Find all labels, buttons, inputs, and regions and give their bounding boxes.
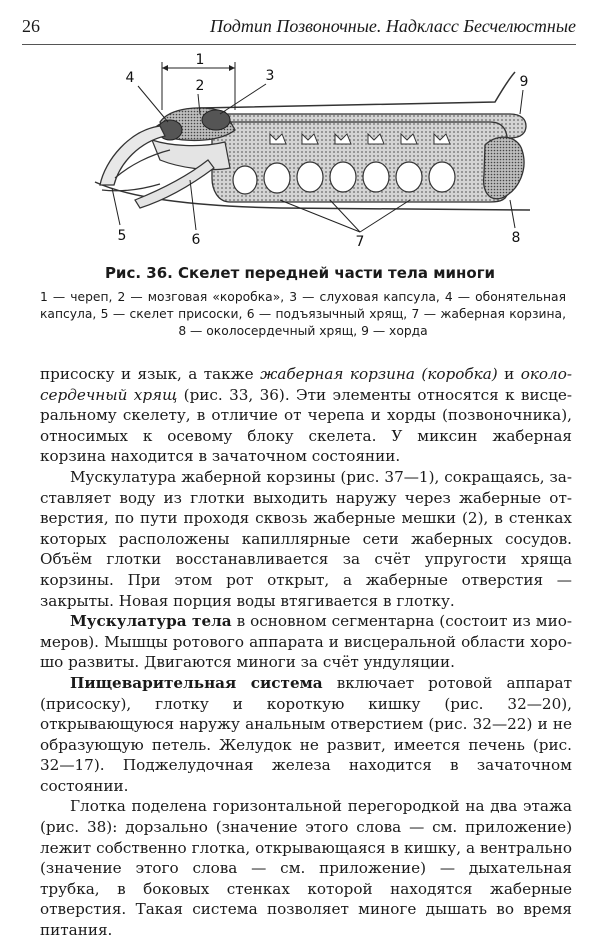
gill-opening: [297, 162, 323, 192]
branchial-basket: [212, 122, 508, 202]
gill-opening: [264, 163, 290, 193]
term-body-musculature: Мускулатура тела: [70, 612, 232, 631]
pericardial-cartilage: [484, 137, 524, 199]
paragraph-4: Пищеварительная система включает ротовой аппарат (присоску), глотку и короткую кишку (рис. 32—20), открывающуюся наружу анальным отверстием (рис. 32—22) и не образующую петель. Желудок не развит, имеется печень (рис. 32—17). Поджелудочная железа находится в зачаточном состоянии.: [40, 673, 572, 795]
paragraph-3: Мускулатура тела в основном сегментарна (состоит из миомеров). Мышцы ротового аппарата и висцеральной области хорошо развиты. Двигаются миноги за счёт ундуляции.: [40, 612, 572, 672]
lamprey-skeleton-figure: [40, 50, 560, 260]
paragraph-1: присоску и язык, а также жаберная корзина (коробка) и околосердечный хрящ (рис. 33, 36). Эти элементы относятся к висцеральному скелету, в отличие от черепа и хорды (позвоночника), относимых к осевому блоку скелета. У миксин жаберная корзина находится в зачаточном состоянии.: [40, 365, 573, 466]
figure-caption-text: 1 — череп, 2 — мозговая «коробка», 3 — слуховая капсула, 4 — обонятельная капсула, 5 — скелет присоски, 6 — подъязычный хрящ, 7 — жаберная корзина, 8 — околосердечный хрящ, 9 — хорда: [40, 290, 566, 338]
figure-caption-title: Рис. 36. Скелет передней части тела миноги: [104, 264, 496, 282]
lamprey-skeleton-illustration: [40, 50, 560, 260]
page-header: [22, 16, 576, 40]
oral-disc-skeleton: [100, 126, 165, 185]
figure-label-9: 9: [519, 74, 529, 90]
figure-label-7: 7: [355, 234, 365, 250]
figure-label-2: 2: [195, 78, 205, 94]
running-title: Подтип Позвоночные. Надкласс Бесчелюстные: [210, 16, 576, 36]
term-digestive-system: Пищеварительная система: [70, 673, 323, 692]
gill-opening: [363, 162, 389, 192]
body-text: [40, 364, 572, 941]
figure-label-4: 4: [125, 70, 135, 86]
paragraph-5: Глотка поделена горизонтальной перегородкой на два этажа (рис. 38): дорзально (значение этого слова — см. приложение) лежит собственно глотка, открывающаяся в кишку, а вентрально (значение этого слова — см. приложение) — дыхательная трубка, в боковых стенках которой находятся жаберные отверстия. Такая система позволяет миноге дышать во время питания.: [40, 797, 572, 940]
gill-opening: [330, 162, 356, 192]
gill-opening: [429, 162, 455, 192]
header-rule: [22, 44, 576, 45]
auditory-capsule: [202, 110, 230, 130]
page-number: 26: [22, 16, 40, 36]
gill-opening: [233, 166, 257, 194]
figure-label-3: 3: [265, 68, 275, 84]
figure-label-1: 1: [195, 52, 205, 68]
figure-label-6: 6: [191, 232, 201, 248]
skull-base: [152, 140, 230, 170]
figure-label-5: 5: [117, 228, 127, 244]
gill-opening: [396, 162, 422, 192]
paragraph-2: Мускулатура жаберной корзины (рис. 37—1), сокращаясь, заставляет воду из глотки выходить наружу через жаберные отверстия, по пути проходя сквозь жаберные мешки (2), в стенках которых расположены капиллярные сети жаберных сосудов. Объём глотки восстанавливается за счёт упругости хряща корзины. При этом рот открыт, а жаберные отверстия — закрыты. Новая порция воды втягивается в глотку.: [40, 467, 572, 610]
figure-label-8: 8: [511, 230, 521, 246]
